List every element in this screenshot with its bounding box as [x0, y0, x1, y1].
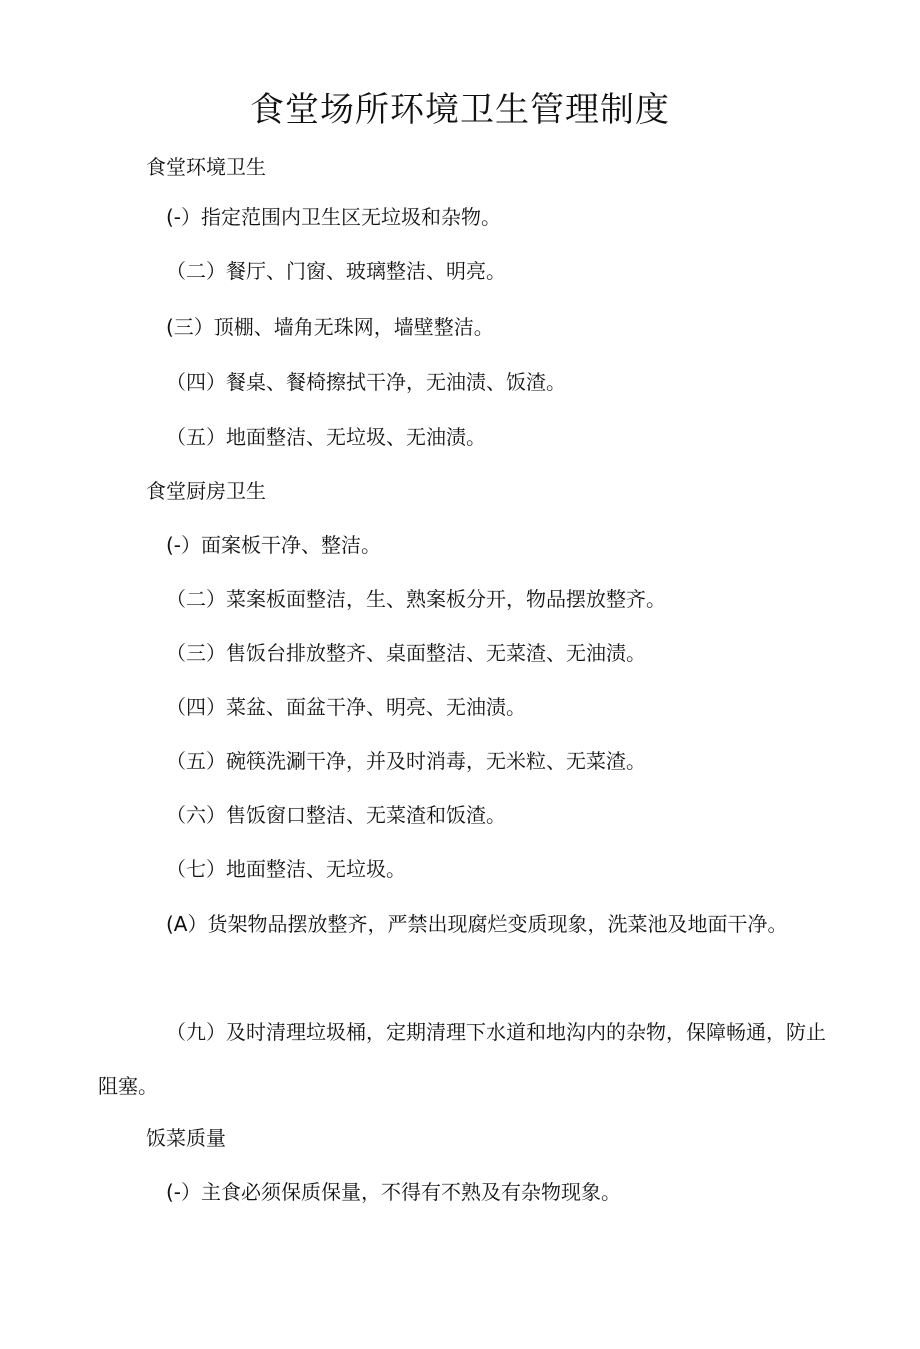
list-item: （九）及时清理垃圾桶，定期清理下水道和地沟内的杂物，保障畅通，防止阻塞。 — [98, 1020, 826, 1098]
list-item: （二）菜案板面整洁，生、熟案板分开，物品摆放整齐。 — [166, 587, 666, 611]
list-item: （三）售饭台排放整齐、桌面整洁、无菜渣、无油渍。 — [166, 641, 646, 665]
list-item: (-）主食必须保质保量，不得有不熟及有杂物现象。 — [166, 1180, 622, 1204]
list-item: （四）菜盆、面盆干净、明亮、无油渍。 — [166, 695, 526, 719]
section-heading: 食堂厨房卫生 — [146, 479, 266, 503]
list-item: (三）顶棚、墙角无珠网，墙壁整洁。 — [166, 315, 494, 339]
list-item: (-）指定范围内卫生区无垃圾和杂物。 — [166, 205, 502, 229]
list-item: （四）餐桌、餐椅擦拭干净，无油渍、饭渣。 — [166, 370, 566, 394]
document-title: 食堂场所环境卫生管理制度 — [250, 90, 670, 130]
list-item: (A）货架物品摆放整齐，严禁出现腐烂变质现象，洗菜池及地面干净。 — [166, 912, 788, 936]
section-heading: 饭菜质量 — [146, 1126, 226, 1150]
list-item: （五）碗筷洗涮干净，并及时消毒，无米粒、无菜渣。 — [166, 749, 646, 773]
list-item: (-）面案板干净、整洁。 — [166, 533, 382, 557]
list-item: （二）餐厅、门窗、玻璃整洁、明亮。 — [166, 259, 506, 283]
list-item: （六）售饭窗口整洁、无菜渣和饭渣。 — [166, 803, 506, 827]
list-item: （五）地面整洁、无垃圾、无油渍。 — [166, 425, 486, 449]
list-item: （七）地面整洁、无垃圾。 — [166, 857, 406, 881]
section-heading: 食堂环境卫生 — [146, 155, 266, 179]
